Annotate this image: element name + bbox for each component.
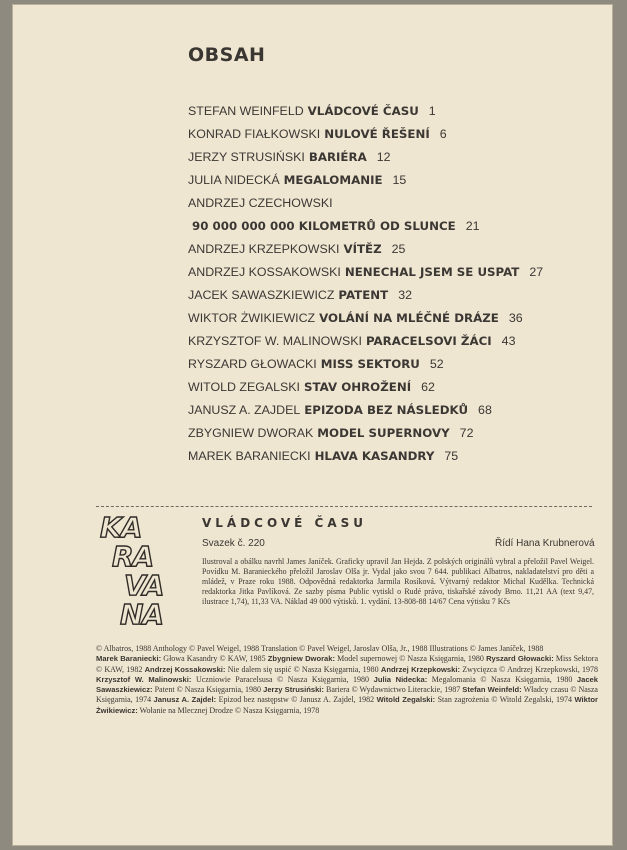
- toc-story-title: MODEL SUPERNOVY: [317, 426, 450, 440]
- logo-letters: RA: [112, 540, 154, 573]
- credit-text: Megalomania © Nasza Księgarnia, 1980: [427, 674, 577, 684]
- credit-text: Nie dalem się uspić © Nasza Księgarnia, 1980: [225, 664, 381, 674]
- credit-author: Ryszard Głowacki:: [486, 654, 554, 664]
- toc-story-title: VLÁDCOVÉ ČASU: [307, 104, 419, 118]
- toc-entry: [188, 192, 608, 238]
- toc-entry: [188, 445, 608, 468]
- credit-author: Marek Baraniecki:: [96, 654, 162, 664]
- toc-entry: [188, 261, 608, 284]
- toc-page-number: 43: [501, 334, 516, 348]
- toc-author: RYSZARD GŁOWACKI: [188, 357, 317, 371]
- toc-author: ZBYGNIEW DWORAK: [188, 426, 314, 440]
- credit-author: Jerzy Strusiński:: [263, 685, 324, 695]
- logo-letters: KA: [100, 511, 142, 544]
- toc-author: WIKTOR ŻWIKIEWICZ: [188, 311, 316, 325]
- credit-author: Janusz A. Zajdel:: [153, 695, 217, 705]
- toc-author: ANDRZEJ KRZEPKOWSKI: [188, 242, 340, 256]
- credit-author: Zbygniew Dworak:: [267, 654, 336, 664]
- toc-author: MAREK BARANIECKI: [188, 449, 311, 463]
- credit-author: Stefan Weinfeld:: [462, 685, 522, 695]
- toc-entry: [188, 399, 608, 422]
- credit-author: Julia Nidecka:: [373, 674, 428, 684]
- toc-entry: [188, 422, 608, 445]
- toc-story-title: VOLÁNÍ NA MLÉČNÉ DRÁZE: [319, 311, 499, 325]
- credit-text: Stan zagrożenia © Witold Zegalski, 1974: [435, 695, 575, 705]
- toc-entry: [188, 307, 608, 330]
- toc-story-title: HLAVA KASANDRY: [314, 449, 435, 463]
- credit-text: Bariera © Wydawnictwo Literackie, 1987: [323, 685, 463, 695]
- credit-text: Głowa Kasandry © KAW, 1985: [161, 654, 268, 664]
- toc-story-title: MISS SEKTORU: [320, 357, 420, 371]
- toc-author: KRZYSZTOF W. MALINOWSKI: [188, 334, 362, 348]
- toc-entry: [188, 123, 608, 146]
- toc-entry: [188, 146, 608, 169]
- credit-text: Uczniowie Paracelsusa © Nasza Księgarnia, 1980: [191, 674, 374, 684]
- toc-page-number: 72: [459, 426, 474, 440]
- credit-author: Andrzej Krzepkowski:: [380, 664, 461, 674]
- book-page: [12, 4, 613, 846]
- toc-page-number: 6: [439, 127, 447, 141]
- toc-page-number: 36: [508, 311, 523, 325]
- toc-story-title: NENECHAL JSEM SE USPAT: [344, 265, 520, 279]
- copyright-credits: [96, 644, 598, 716]
- toc-page-number: 32: [398, 288, 413, 302]
- toc-story-title: PATENT: [338, 288, 389, 302]
- imprint-text: Ilustroval a obálku navrhl James Janíček. Graficky upravil Jan Hejda. Z polských originálů vybral a přeložil Pavel Weigel. Povídku M. Baranieckého přeložil Jaroslav Olša jr. Vydal jako svou 7 644. publikaci Albatros, nakladatelství pro děti a mládež, v Praze roku 1988. Odpovědná redaktorka Jarmila Rosíková. Výtvarný redaktor Michal Kudělka. Technická redaktorka Jitka Pavlíková. Ze sazby písma Public vytiskl o Rudé právo, tiskařské závody Brno. 11,21 AA (text 9,47, ilustrace 1,74), 11,33 VA. Náklad 49 000 výtisků. 1. vydání. 13-808-88 14/67 Cena výtisku 7 Kčs: [202, 557, 594, 607]
- toc-author: JERZY STRUSIŃSKI: [188, 150, 305, 164]
- toc-author: JULIA NIDECKÁ: [188, 173, 280, 187]
- toc-story-title: BARIÉRA: [308, 150, 367, 164]
- toc-page-number: 21: [465, 219, 480, 233]
- toc-page-number: 27: [529, 265, 544, 279]
- toc-author: WITOLD ZEGALSKI: [188, 380, 300, 394]
- toc-author: ANDRZEJ CZECHOWSKI: [188, 196, 333, 210]
- toc-story-title: 90 000 000 000 KILOMETRŮ OD SLUNCE: [192, 219, 456, 233]
- toc-author: JACEK SAWASZKIEWICZ: [188, 288, 335, 302]
- toc-author: JANUSZ A. ZAJDEL: [188, 403, 301, 417]
- toc-entry: [188, 376, 608, 399]
- page-title: OBSAH: [188, 44, 266, 66]
- series-editor: Řídí Hana Krubnerová: [495, 538, 595, 549]
- toc-entry: [188, 353, 608, 376]
- toc-entry: [188, 330, 608, 353]
- table-of-contents: [188, 100, 608, 468]
- toc-page-number: 12: [376, 150, 391, 164]
- toc-story-title: EPIZODA BEZ NÁSLEDKŮ: [304, 403, 469, 417]
- credit-text: Epizod bez następstw © Janusz A. Zajdel, 1982: [216, 695, 377, 705]
- credit-author: Andrzej Kossakowski:: [144, 664, 226, 674]
- karavana-logo: [100, 511, 186, 632]
- logo-letters: NA: [120, 598, 164, 631]
- toc-page-number: 75: [444, 449, 459, 463]
- toc-story-title: MEGALOMANIE: [283, 173, 383, 187]
- toc-entry: [188, 100, 608, 123]
- credit-text: Miss Sektora © KAW, 1982: [96, 654, 599, 674]
- toc-entry: [188, 284, 608, 307]
- toc-page-number: 62: [421, 380, 435, 394]
- credit-author: Krzysztof W. Malinowski:: [96, 674, 192, 684]
- divider: [96, 506, 592, 507]
- toc-page-number: 1: [428, 104, 436, 118]
- toc-author: ANDRZEJ KOSSAKOWSKI: [188, 265, 341, 279]
- credit-author: Witold Zegalski:: [376, 695, 436, 705]
- credit-text: Władcy czasu © Nasza Księgarnia, 1974: [96, 685, 598, 705]
- toc-story-title: NULOVÉ ŘEŠENÍ: [324, 127, 430, 141]
- toc-author: STEFAN WEINFELD: [188, 104, 304, 118]
- credit-text: Model supernowej © Nasza Księgarnia, 1980: [335, 654, 487, 664]
- toc-entry: [188, 238, 608, 261]
- logo-letters: VA: [124, 569, 164, 602]
- toc-story-title: PARACELSOVI ŽÁCI: [365, 334, 492, 348]
- credit-author: Wiktor Żwikiewicz:: [96, 695, 599, 715]
- toc-page-number: 52: [429, 357, 444, 371]
- toc-page-number: 68: [478, 403, 492, 417]
- credit-author: Jacek Sawaszkiewicz:: [96, 674, 599, 695]
- credit-text: Zwycięzca © Andrzej Krzepkowski, 1978: [460, 664, 598, 674]
- toc-page-number: 25: [391, 242, 406, 256]
- book-title: VLÁDCOVÉ ČASU: [202, 516, 368, 530]
- toc-author: KONRAD FIAŁKOWSKI: [188, 127, 321, 141]
- toc-entry: [188, 169, 608, 192]
- credit-text: © Albatros, 1988 Anthology © Pavel Weigel, 1988 Translation © Pavel Weigel, Jaroslav Olša, Jr., 1988 Illustrations © James Janíček, 1988: [96, 644, 544, 653]
- toc-page-number: 15: [392, 173, 407, 187]
- volume-number: Svazek č. 220: [202, 538, 265, 549]
- toc-story-title: VÍTĚZ: [343, 242, 382, 256]
- credit-text: Wołanie na Mlecznej Drodze © Nasza Księgarnia, 1978: [137, 705, 320, 715]
- toc-story-title: STAV OHROŽENÍ: [304, 380, 412, 394]
- credit-text: Patent © Nasza Księgarnia, 1980: [152, 685, 264, 695]
